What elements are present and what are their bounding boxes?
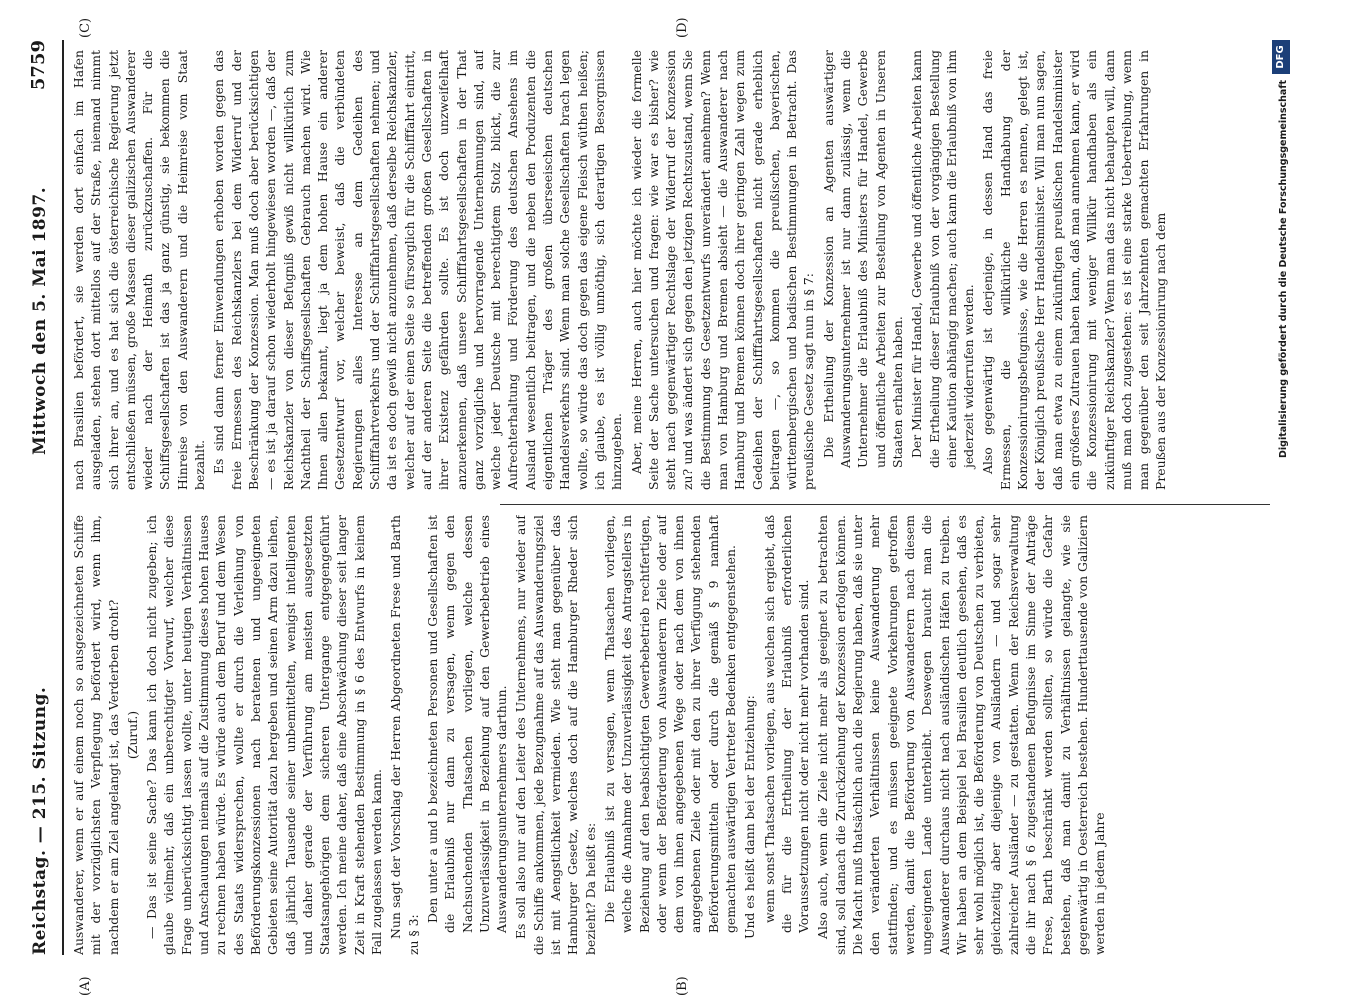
margin-mark-a: (A) bbox=[78, 976, 93, 996]
header-date: Mittwoch den 5. Mai 1897. bbox=[30, 186, 50, 455]
paragraph: Aber, meine Herren, auch hier möchte ich wieder die formelle Seite der Sache untersuchen und fragen: wie war es bisher? wie steht nach gegenwärtiger Rechtslage der Widerruf der Konzession zu? und was ändert sich gegen den jetzigen Rechtszustand, wenn Sie die Bestimmung des Gesetzentwurfs unverändert annehmen? Wenn man von Hamburg und Bremen absieht — die Auswanderer nach Hamburg und Bremen können doch ihrer geringen Zahl wegen zum Gedeihen der Schifffahrtsgesellschaften nicht gerade erheblich beitragen —, so kommen die preußischen, bayerischen, württembergischen und badischen Bestimmungen in Betracht. Das preußische Gesetz sagt nun in § 7: bbox=[628, 50, 817, 490]
dfg-credit-text: Digitalisierung gefördert durch die Deutsche Forschungsgemeinschaft bbox=[1278, 80, 1289, 458]
dfg-logo: DFG bbox=[1272, 40, 1290, 74]
right-text-column bbox=[70, 50, 1220, 490]
margin-mark-b: (B) bbox=[675, 976, 690, 996]
margin-mark-d: (D) bbox=[675, 17, 690, 38]
paragraph: Nun sagt der Vorschlag der Herren Abgeordneten Frese und Barth zu § 3: bbox=[388, 515, 421, 955]
paragraph: Auswanderer, wenn er auf einem noch so ausgezeichneten Schiffe mit der vorzüglichsten Verpflegung befördert wird, wenn ihm, nachdem er am Ziel angelangt ist, das Verderben droht? bbox=[71, 515, 121, 955]
paragraph: Es sind dann ferner Einwendungen erhoben worden gegen das freie Ermessen des Reichskanzlers bei dem Widerruf und der Beschränkung der Konzession. Man muß doch aber berücksichtigen — es ist ja darauf schon wiederholt hingewiesen worden —, daß der Reichskanzler von dieser Befugniß gewiß nicht willkürlich zum Nachtheil der Schiffsgesellschaften Gebrauch machen wird. Wie Ihnen allen bekannt, liegt ja dem hohen Hause ein anderer Gesetzentwurf vor, welcher beweist, daß die verbündeten Regierungen alles Interesse an dem Gedeihen des Schifffahrtverkehrs und der Schifffahrtsgesellschaften nehmen; und da ist es doch gewiß nicht anzunehmen, daß derselbe Reichskanzler, welcher auf der einen Seite so fürsorglich für die Schifffahrt eintritt, auf der anderen Seite die betreffenden großen Gesellschaften in ihrer Existenz gefährden sollte. Es ist doch unzweifelhaft anzuerkennen, daß unsere Schifffahrtsgesellschaften in der That ganz vorzügliche und hervorragende Unternehmungen sind, auf welche jeder Deutsche mit berechtigtem Stolz blickt, die zur Aufrechterhaltung und Förderung des deutschen Ansehens im Ausland wesentlich beitragen, und die neben den Produzenten die eigentlichen Träger des großen überseeischen deutschen Handelsverkehrs sind. Wenn man solche Gesellschaften brach legen wollte, so würde das doch gegen das eigene Fleisch wüthen heißen; ich glaube, es ist völlig unnöthig, sich derartigen Besorgnissen hinzugeben. bbox=[211, 50, 625, 490]
paragraph: nach Brasilien befördert, sie werden dort einfach im Hafen ausgeladen, stehen dort mittellos auf der Straße, niemand nimmt sich ihrer an, und es hat sich die österreichische Regierung jetzt entschließen müssen, große Massen dieser galizischen Auswanderer wieder nach der Heimath zurückzuschaffen. Für die Schiffsgesellschaften ist das ja ganz günstig, sie bekommen die Hinreise von den Auswanderern und die Heimreise vom Staat bezahlt. bbox=[71, 50, 208, 490]
page-number: 5759 bbox=[28, 40, 49, 91]
quoted-paragraph: Die Erlaubniß ist zu versagen, wenn Thatsachen vorliegen, welche die Annahme der Unzuverlässigkeit des Antragstellers in Beziehung auf den beabsichtigten Gewerbebetrieb rechtfertigen, oder wenn der Beförderung von Auswanderern Ziele oder auf dem von ihnen angegebenen Wege oder nach dem von ihnen angegebenen Ziele oder mit den zu ihrer Verfügung stehenden Beförderungsmitteln oder durch die gemäß § 9 namhaft gemachten auswärtigen Vertreter Bedenken entgegenstehen. bbox=[601, 515, 738, 933]
paragraph: Es soll also nur auf den Leiter des Unternehmens, nur wieder auf die Schiffe ankommen, jede Bezugnahme auf das Auswanderungsziel ist mit Aengstlichkeit vermieden. Wie steht man gegenüber das Hamburger Gesetz, welches doch auf die Hamburger Rheder sich bezieht? Da heißt es: bbox=[513, 515, 598, 955]
page-header bbox=[22, 40, 64, 955]
header-session-title: Reichstag. — 215. Sitzung. bbox=[30, 686, 50, 955]
quoted-paragraph: Die Ertheilung der Konzession an Agenten auswärtiger Auswanderungsunternehmer ist nur dann zulässig, wenn die Unternehmer die Erlaubniß des Ministers für Handel, Gewerbe und öffentliche Arbeiten zur Bestellung von Agenten in Unseren Staaten erhalten haben. bbox=[820, 50, 905, 468]
paragraph: — Das ist seine Sache? Das kann ich doch nicht zugeben; ich glaube vielmehr, daß ein unberechtigter Vorwurf, welcher diese Frage unberücksichtigt lassen wollte, unter heutigen Verhältnissen und Anschauungen niemals auf die Zustimmung dieses hohen Hauses zu rechnen haben würde. Es würde auch dem Beruf und dem Wesen des Staats widersprechen, wollte er durch die Verleihung von Beförderungskonzessionen nach beratenen und ungeeigneten Gebieten seine Autorität dazu hergeben und seinen Arm dazu leihen, daß jährlich Tausende seiner unbemittelten, wenigst intelligenten und daher gerade der Verführung am meisten ausgesetzten Staatsangehörigen dem sicheren Untergange entgegengeführt werden. Ich meine daher, daß eine Abschwächung dieser seit langer Zeit in Kraft stehenden Bestimmung in § 6 des Entwurfs in keinem Fall zugelassen werden kann. bbox=[144, 515, 385, 955]
digitization-footer bbox=[1268, 40, 1296, 955]
left-text-column bbox=[70, 515, 1220, 955]
quoted-paragraph: wenn sonst Thatsachen vorliegen, aus welchen sich ergiebt, daß die für die Ertheilung der Erlaubniß erforderlichen Voraussetzungen nicht oder nicht mehr vorhanden sind. bbox=[761, 515, 812, 933]
paragraph: Also gegenwärtig ist derjenige, in dessen Hand das freie Ermessen, die willkürliche Handhabung der Konzessionirungsbefugnisse, wie die Herren es nennen, gelegt ist, der Königlich preußische Herr Handelsminister. Will man nun sagen, daß man etwa zu einem zukünftigen preußischen Handelsminister ein größeres Zutrauen haben kann, daß man annehmen kann, er wird die Konzessionirung mit weniger Willkür handhaben als ein zukünftiger Reichskanzler? Wenn man das nicht behaupten will, dann muß man doch zugestehen: es ist eine starke Uebertreibung, wenn man gegenüber den seit Jahrzehnten gemachten Erfahrungen in Preußen aus der Konzessionirung nach dem bbox=[980, 50, 1169, 490]
paragraph: Und es heißt dann bei der Entziehung: bbox=[742, 695, 758, 939]
interjection: (Zuruf.) bbox=[124, 710, 140, 760]
column-divider bbox=[500, 504, 1270, 505]
quoted-paragraph: Der Minister für Handel, Gewerbe und öffentliche Arbeiten kann die Ertheilung dieser Erlaubniß von der vorgängigen Bestellung einer Kaution abhängig machen; auch kann die Erlaubniß von ihm jederzeit widerrufen werden. bbox=[909, 50, 977, 468]
paragraph: Also auch, wenn die Ziele nicht mehr als geeignet zu betrachten sind, soll danach die Zurückziehung der Konzession erfolgen können. Die Macht muß thatsächlich auch die Regierung haben, daß sie unter den veränderten Verhältnissen keine Auswanderung mehr stattfinden; und es müssen geeignete Vorkehrungen getroffen werden, damit die Beförderung von Auswanderern nach diesem ungeeigneten Lande unterbleibt. Deswegen braucht man die Auswanderer durchaus nicht nach ausländischen Häfen zu treiben. Wir haben an dem Beispiel bei Brasilien deutlich gesehen, daß es sehr wohl möglich ist, die Beförderung von Deutschen zu verbieten, gleichzeitig aber diejenige von Ausländern — und sogar sehr zahlreicher Ausländer — zu gestatten. Wenn der Reichsverwaltung die ihr nach § 6 zugestandenen Befugnisse im Sinne der Anträge Frese, Barth beschränkt werden sollten, so würde die Gefahr bestehen, daß man damit zu Verhältnissen gelangte, wie sie gegenwärtig in Oesterreich bestehen. Hunderttausende von Galiziern werden in jedem Jahre bbox=[815, 515, 1108, 955]
quoted-paragraph: Den unter a und b bezeichneten Personen und Gesellschaften ist die Erlaubniß nur dann zu versagen, wenn gegen den Nachsuchenden Thatsachen vorliegen, welche dessen Unzuverlässigkeit in Beziehung auf den Gewerbebetrieb eines Auswanderungsunternehmers darthun. bbox=[424, 515, 510, 933]
margin-mark-c: (C) bbox=[78, 17, 93, 38]
